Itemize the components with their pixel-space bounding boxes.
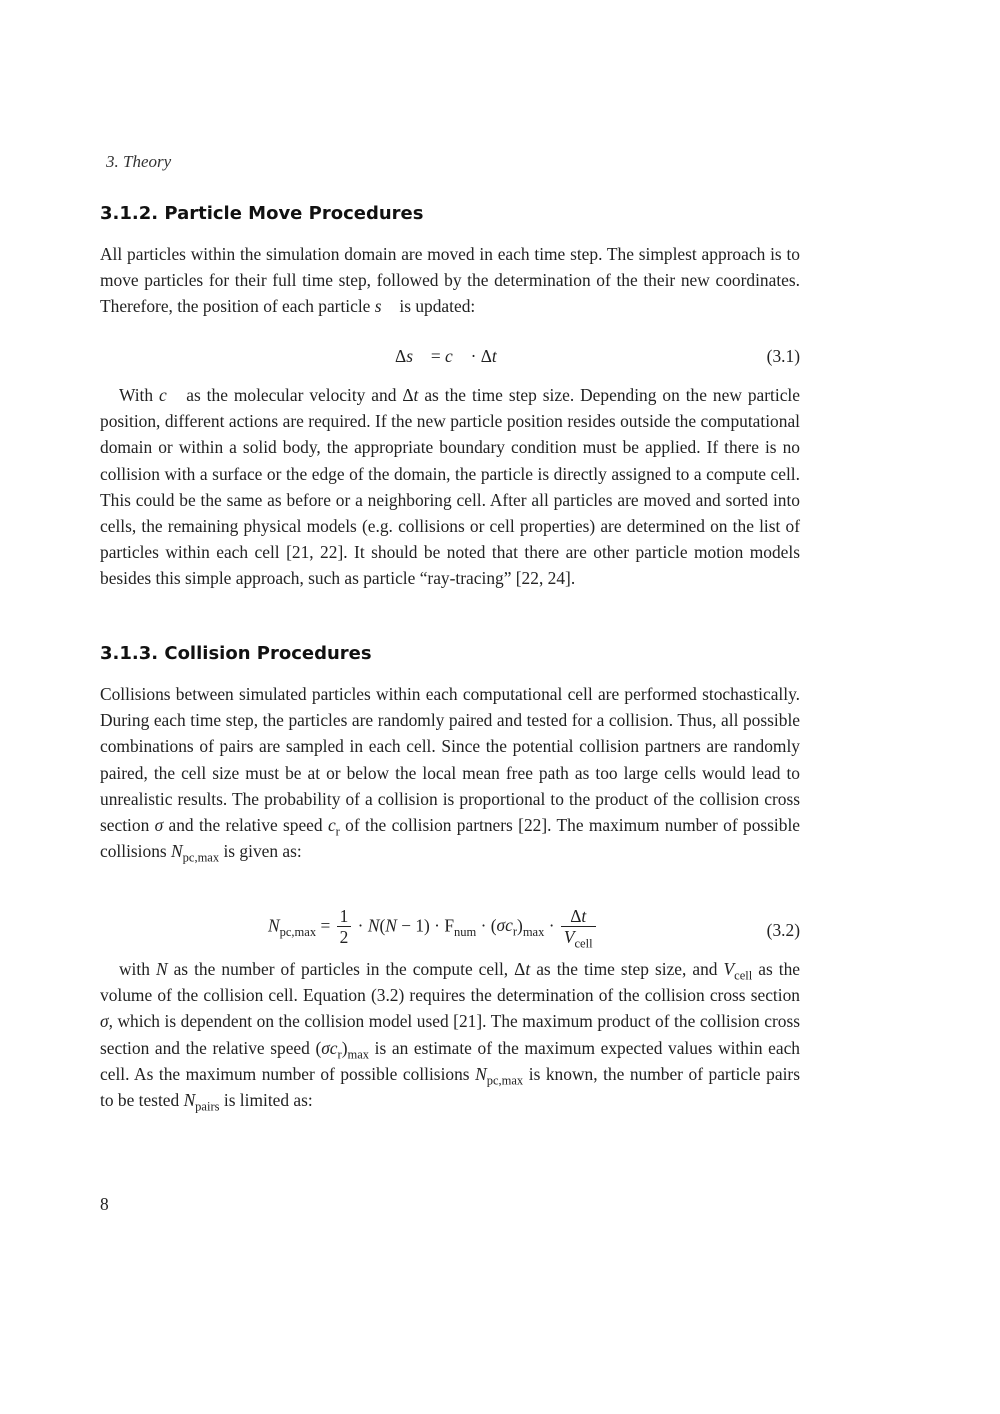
equation-number: (3.1) bbox=[766, 346, 800, 366]
section-heading-collision: 3.1.3. Collision Procedures bbox=[100, 643, 372, 664]
page-number: 8 bbox=[100, 1194, 109, 1214]
paragraph-particle-move-body: With c⃗ as the molecular velocity and Δt as the time step size. Depending on the new particle position, different actions are required. If the new particle position resides outside the computational domain or within a solid body, the appropriate boundary condition must be applied. If there is no collision with a surface or the edge of the domain, the particle is directly assigned to a compute cell. This could be the same as before or a neighboring cell. After all particles are moved and sorted into cells, the remaining physical models (e.g. collisions or cell properties) are determined on the list of particles within each cell [21, 22]. It should be noted that there are other particle motion models besides this simple approach, such as particle “ray-tracing” [22, 24]. bbox=[100, 385, 800, 589]
paragraph-collision-body: with N as the number of particles in the compute cell, Δt as the time step size, and $V_{cell}$ as the volume of the collision cell. Equation (3.2) requires the determination of the collision cross section σ, which is dependent on the collision model used [21]. The maximum product of the collision cross section and the relative speed $(\sigma c_r)_{max}$ is an estimate of the maximum expected values within each cell. As the maximum number of possible collisions $N_{pc,max}$ is known, the number of particle pairs to be tested $N_{pairs}$ is limited as: bbox=[100, 959, 800, 1114]
running-head: 3. Theory bbox=[106, 152, 172, 171]
paragraph-particle-move-intro: All particles within the simulation domain are moved in each time step. The simplest approach is to move particles for their full time step, followed by the determination of the their new coordinates. Therefore, the position of each particle s⃗ is updated: bbox=[100, 244, 800, 317]
equation-number: (3.2) bbox=[766, 920, 800, 940]
paragraph-collision-intro: Collisions between simulated particles within each computational cell are performed stochastically. During each time step, the particles are randomly paired and tested for a collision. Thus, all possible combinations of pairs are sampled in each cell. Since the potential collision partners are randomly paired, the cell size must be at or below the local mean free path as too large cells would lead to unrealistic results. The probability of a collision is proportional to the product of the collision cross section σ and the relative speed $c_r$ of the collision partners [22]. The maximum number of possible collisions $N_{pc,max}$ is given as: bbox=[100, 684, 801, 865]
section-heading-particle-move: 3.1.2. Particle Move Procedures bbox=[100, 203, 424, 224]
